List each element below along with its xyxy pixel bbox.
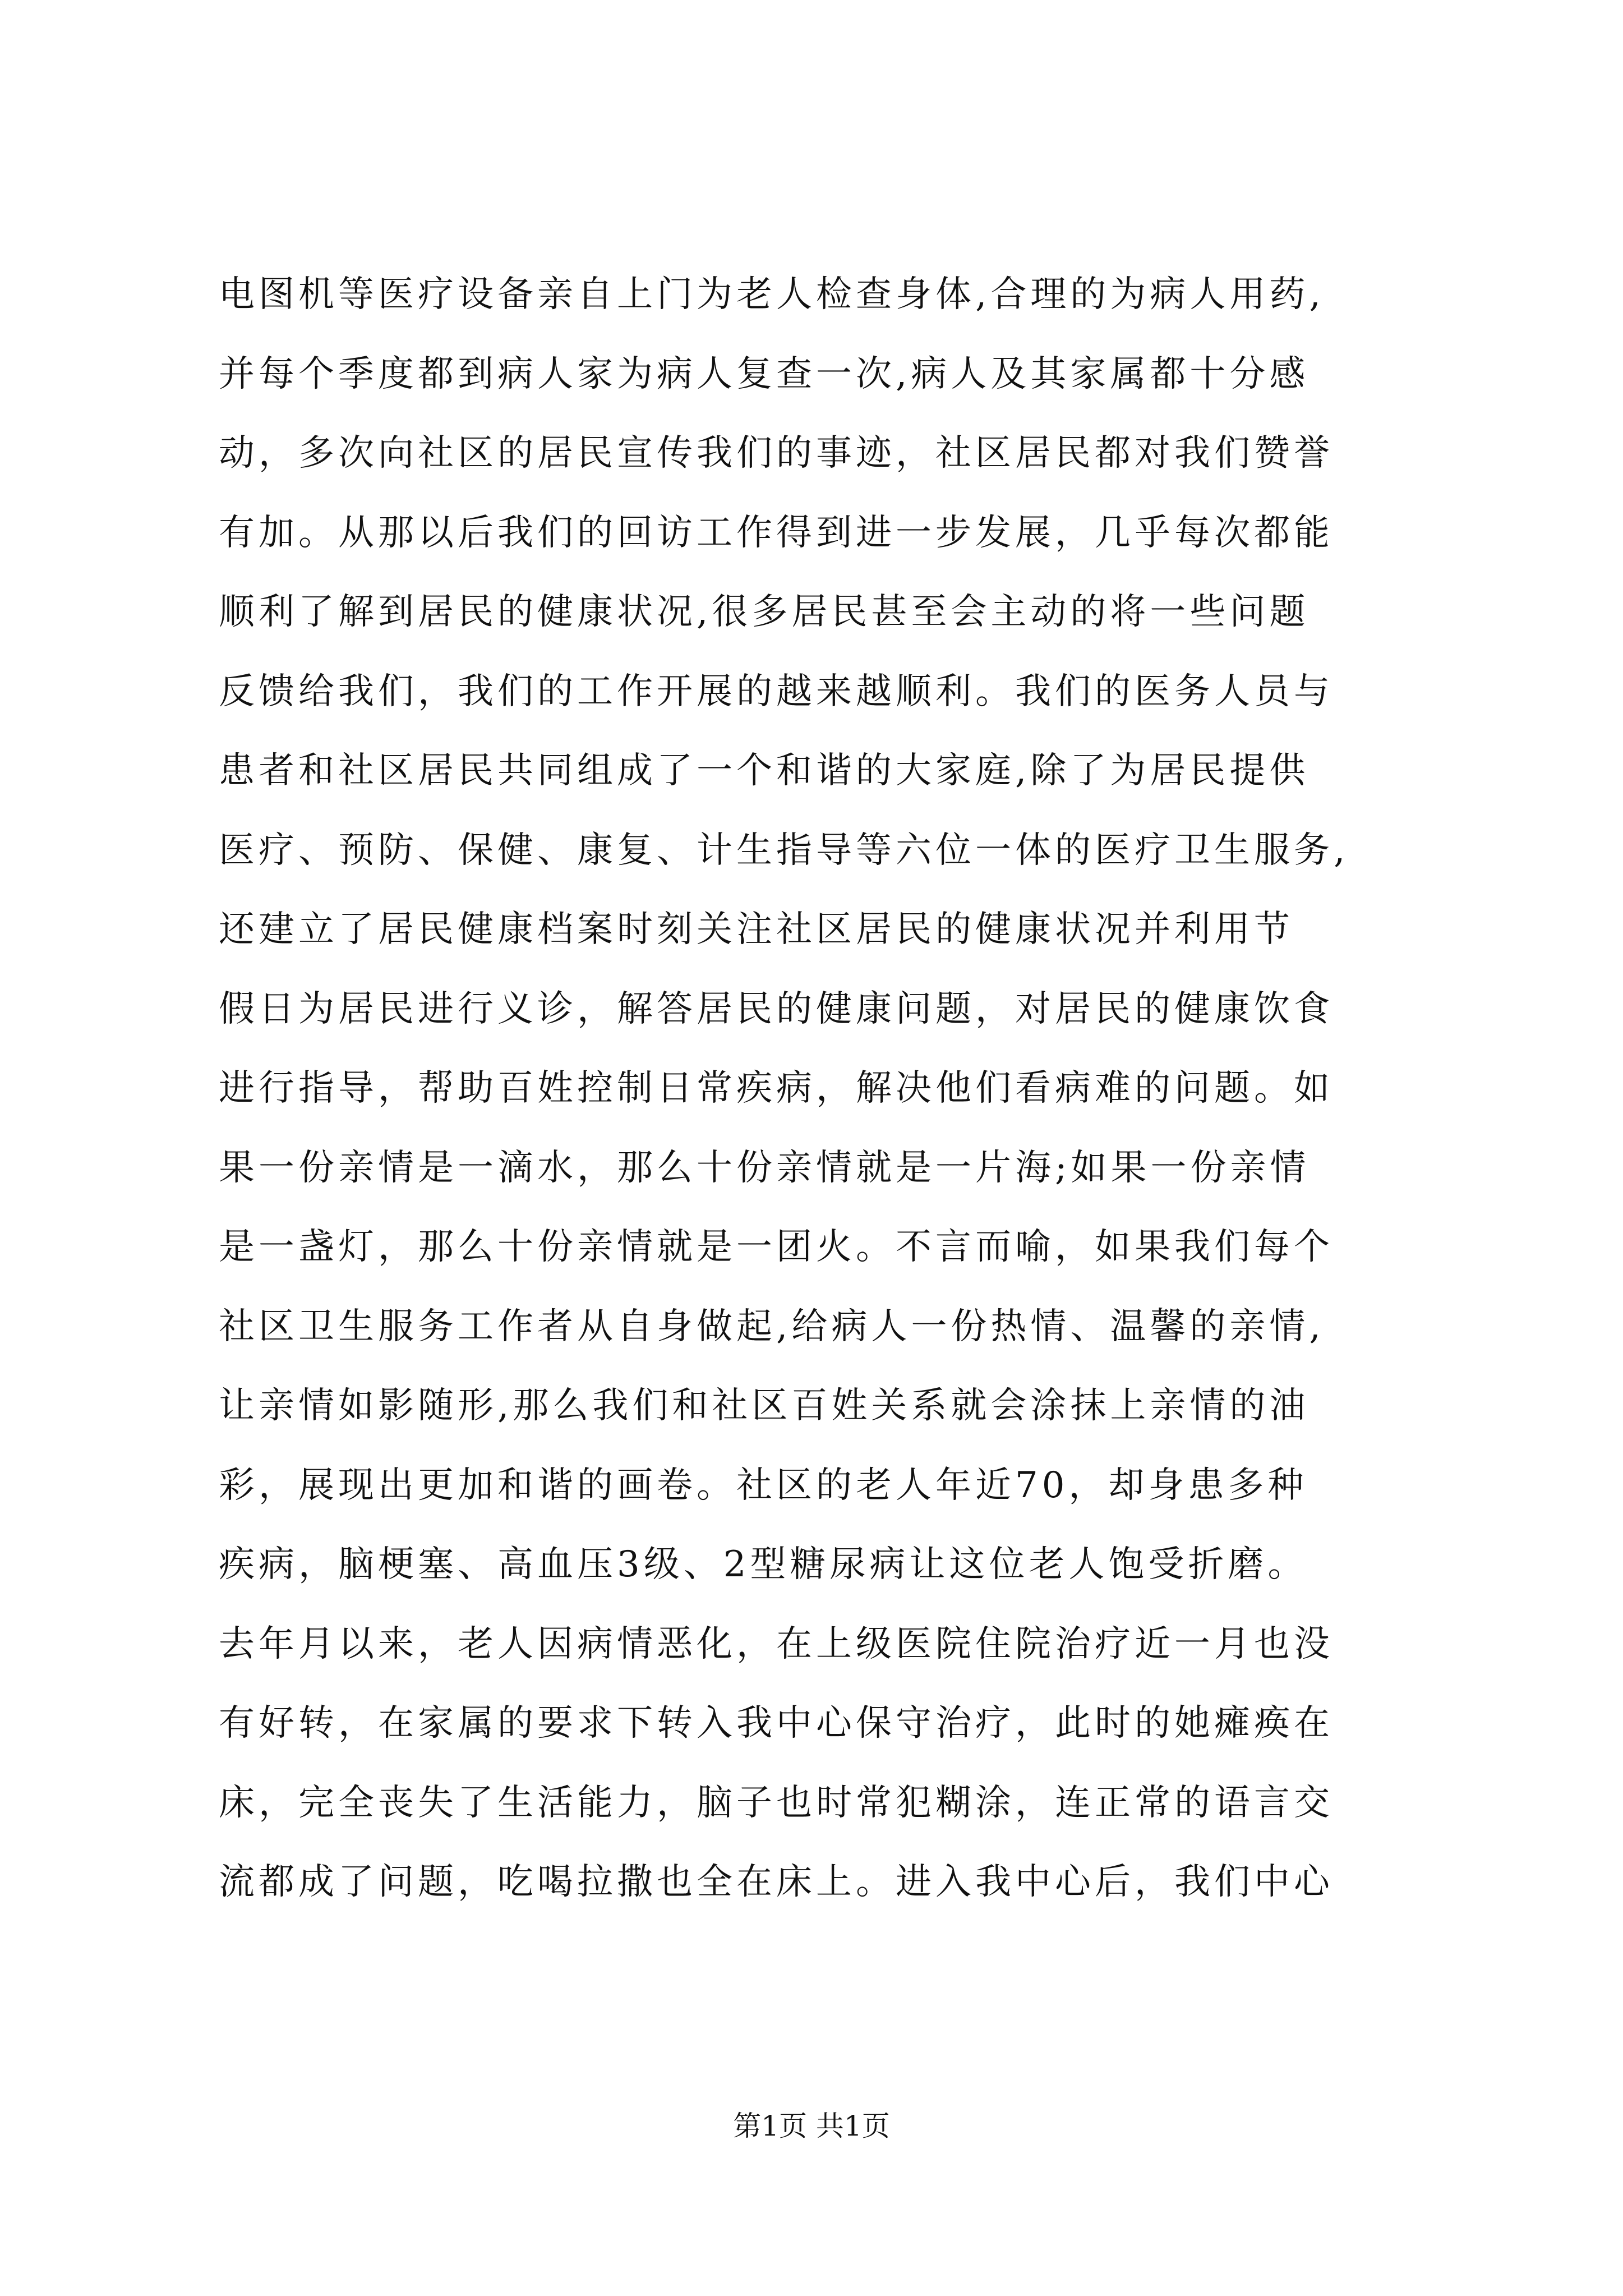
text-line: 患者和社区居民共同组成了一个和谐的大家庭,除了为居民提供 bbox=[219, 750, 1310, 792]
text-line: 进行指导，帮助百姓控制日常疾病，解决他们看病难的问题。如 bbox=[219, 1068, 1334, 1109]
text-line: 流都成了问题，吃喝拉撒也全在床上。进入我中心后，我们中心 bbox=[219, 1861, 1334, 1903]
text-line: 还建立了居民健康档案时刻关注社区居民的健康状况并利用节 bbox=[219, 909, 1294, 950]
text-line: 果一份亲情是一滴水，那么十份亲情就是一片海;如果一份亲情 bbox=[219, 1147, 1310, 1189]
page-footer bbox=[0, 2106, 1623, 2146]
text-line: 假日为居民进行义诊，解答居民的健康问题，对居民的健康饮食 bbox=[219, 988, 1334, 1030]
text-line: 是一盏灯，那么十份亲情就是一团火。不言而喻，如果我们每个 bbox=[219, 1226, 1334, 1268]
text-line: 让亲情如影随形,那么我们和社区百姓关系就会涂抹上亲情的油 bbox=[219, 1385, 1310, 1427]
text-line: 电图机等医疗设备亲自上门为老人检查身体,合理的为病人用药, bbox=[219, 274, 1325, 315]
text-line: 并每个季度都到病人家为病人复查一次,病人及其家属都十分感 bbox=[219, 353, 1310, 395]
text-line: 医疗、预防、保健、康复、计生指导等六位一体的医疗卫生服务, bbox=[219, 829, 1349, 871]
text-line: 疾病，脑梗塞、高血压3级、2型糖尿病让这位老人饱受折磨。 bbox=[219, 1544, 1308, 1585]
text-line: 社区卫生服务工作者从自身做起,给病人一份热情、温馨的亲情, bbox=[219, 1305, 1325, 1347]
text-line: 彩，展现出更加和谐的画卷。社区的老人年近70，却身患多种 bbox=[219, 1464, 1308, 1506]
body-text bbox=[219, 255, 1441, 1922]
text-line: 床，完全丧失了生活能力，脑子也时常犯糊涂，连正常的语言交 bbox=[219, 1782, 1334, 1824]
text-line: 有加。从那以后我们的回访工作得到进一步发展，几乎每次都能 bbox=[219, 512, 1334, 554]
text-line: 去年月以来，老人因病情恶化，在上级医院住院治疗近一月也没 bbox=[219, 1623, 1334, 1665]
text-line: 有好转，在家属的要求下转入我中心保守治疗，此时的她瘫痪在 bbox=[219, 1703, 1334, 1744]
page-number: 第1页 共1页 bbox=[733, 2110, 890, 2142]
text-line: 顺利了解到居民的健康状况,很多居民甚至会主动的将一些问题 bbox=[219, 591, 1310, 633]
text-line: 反馈给我们，我们的工作开展的越来越顺利。我们的医务人员与 bbox=[219, 670, 1334, 712]
text-line: 动，多次向社区的居民宣传我们的事迹，社区居民都对我们赞誉 bbox=[219, 432, 1334, 474]
